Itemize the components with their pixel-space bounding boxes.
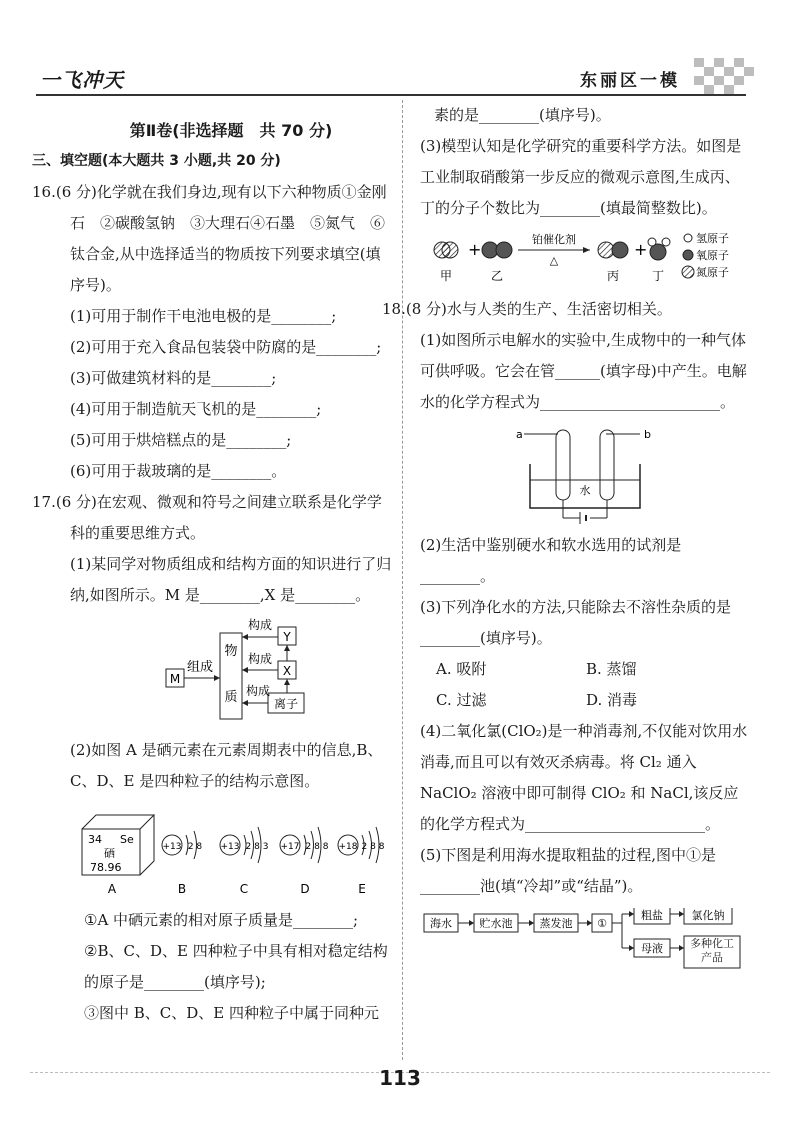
question-16-stem: 16.(6 分)化学就在我们身边,现有以下六种物质①金刚石 ②碳酸氢钠 ③大理石④石墨 ⑤氮气 ⑥钛合金,从中选择适当的物质按下列要求填空(填序号)。: [32, 183, 387, 294]
label-a: A: [107, 882, 117, 896]
section-title: 第Ⅱ卷(非选择题 共 70 分): [129, 121, 333, 140]
page-number: 113: [379, 1066, 421, 1090]
flow-evaporation-pool: 蒸发池: [539, 917, 573, 930]
question-18-stem: 18.(8 分)水与人类的生产、生活密切相关。: [382, 300, 672, 318]
q16-part-2: (2)可用于充入食品包装袋中防腐的是________;: [70, 338, 382, 356]
x-box: X: [282, 664, 292, 678]
svg-text:丁: 丁: [651, 269, 665, 283]
atom-d: [280, 827, 329, 896]
svg-text:+17: +17: [280, 842, 300, 852]
header-rule: [36, 94, 746, 96]
reactant-yi: [482, 242, 512, 283]
svg-text:2 8 3: 2 8 3: [245, 842, 269, 852]
compose-label-2: 构成: [247, 652, 273, 666]
q17-sub-3: ③图中 B、C、D、E 四种粒子中属于同种元: [84, 1004, 380, 1022]
element-name: 硒: [104, 847, 115, 860]
element-symbol: Se: [120, 833, 134, 846]
flow-storage-pool: 贮水池: [479, 917, 513, 930]
q16-part-1: (1)可用于制作干电池电极的是________;: [70, 307, 337, 325]
subsection-title: 三、填空题(本大题共 3 小题,共 20 分): [32, 153, 281, 169]
flow-crude-salt: 粗盐: [641, 909, 663, 922]
ion-box: 离子: [273, 697, 299, 711]
svg-text:氢原子: 氢原子: [696, 232, 729, 245]
tube-b-label: b: [644, 428, 651, 441]
reaction-diagram: [420, 230, 750, 288]
q17-part-3: (3)模型认知是化学研究的重要科学方法。如图是工业制取硝酸第一步反应的微观示意图,生成丙、丁的分子个数比为________(填最简整数比)。: [420, 137, 742, 217]
option-b: B. 蒸馏: [586, 660, 637, 678]
flow-seawater: 海水: [430, 917, 452, 930]
element-mass: 78.96: [90, 861, 122, 874]
sea-salt-flowchart: [420, 908, 750, 970]
svg-text:+13: +13: [220, 842, 240, 852]
heat-label: △: [549, 254, 559, 267]
atom-structures-figure: [70, 803, 392, 899]
q18-part-3: (3)下列净化水的方法,只能除去不溶性杂质的是________(填序号)。: [420, 598, 732, 647]
q18-part-4: (4)二氧化氯(ClO₂)是一种消毒剂,不仅能对饮用水消毒,而且可以有效灭杀病毒。将 Cl₂ 通入 NaClO₂ 溶液中即可制得 ClO₂ 和 NaCl,该反应的化学方程式为________________________。: [420, 722, 748, 833]
q17-sub-1: ①A 中硒元素的相对原子质量是________;: [84, 911, 359, 929]
reactant-jia: [434, 242, 458, 283]
q16-part-5: (5)可用于烘焙糕点的是________;: [70, 431, 292, 449]
svg-text:+: +: [634, 240, 648, 259]
svg-text:丙: 丙: [606, 269, 620, 283]
svg-text:D: D: [300, 882, 310, 896]
svg-text:2 8 8: 2 8 8: [305, 842, 329, 852]
q18-part-1: (1)如图所示电解水的实验中,生成物中的一种气体可供呼吸。它会在管______(填字母)中产生。电解水的化学方程式为________________________。: [420, 331, 747, 411]
substance-label: 物: [224, 644, 238, 659]
tube-a-label: a: [516, 428, 523, 441]
svg-text:C: C: [239, 882, 249, 896]
flow-mother-liquor: 母液: [641, 942, 663, 955]
catalyst-label: 铂催化剂: [532, 233, 576, 246]
flow-chemical-products: 多种化工产品: [690, 937, 734, 964]
q18-options: [420, 654, 750, 716]
product-bing: [598, 242, 628, 283]
option-c: C. 过滤: [436, 691, 487, 709]
checker-decoration: [694, 58, 754, 94]
svg-text:2 8: 2 8: [187, 842, 203, 852]
right-column: [382, 100, 750, 976]
m-box: M: [169, 672, 181, 686]
svg-text:乙: 乙: [490, 269, 504, 283]
q18-part-2: (2)生活中鉴别硬水和软水选用的试剂是________。: [420, 536, 682, 585]
atom-e: [338, 827, 385, 896]
flow-sodium-chloride: 氯化钠: [691, 909, 725, 922]
flow-step-1: ①: [597, 917, 607, 930]
reaction-legend: [682, 231, 729, 279]
y-box: Y: [283, 630, 291, 644]
q16-part-3: (3)可做建筑材料的是________;: [70, 369, 277, 387]
water-label: 水: [579, 484, 591, 497]
q17-sub-2: ②B、C、D、E 四种粒子中具有相对稳定结构的原子是________(填序号);: [84, 942, 388, 991]
svg-text:+: +: [468, 240, 482, 259]
svg-text:+18: +18: [338, 842, 358, 852]
svg-text:质: 质: [224, 690, 238, 705]
option-a: A. 吸附: [436, 660, 487, 678]
formed-label: 组成: [186, 660, 214, 675]
q17-part-1: (1)某同学对物质组成和结构方面的知识进行了归纳,如图所示。M 是________,X 是________。: [70, 555, 392, 604]
product-ding: [648, 238, 670, 283]
svg-text:氧原子: 氧原子: [696, 249, 729, 262]
element-number: 34: [88, 833, 102, 846]
question-17-stem: 17.(6 分)在宏观、微观和符号之间建立联系是化学学科的重要思维方式。: [32, 493, 382, 542]
svg-text:氮原子: 氮原子: [696, 266, 729, 279]
compose-label-1: 构成: [247, 618, 273, 632]
q17-continuation: 素的是________(填序号)。: [434, 106, 611, 124]
svg-text:E: E: [358, 882, 366, 896]
exam-title: 东丽区一模: [580, 71, 680, 91]
svg-text:+13: +13: [162, 842, 182, 852]
page-header: [0, 0, 800, 100]
compose-label-3: 构成: [245, 684, 271, 698]
q16-part-6: (6)可用于裁玻璃的是________。: [70, 462, 287, 480]
composition-diagram: [70, 617, 392, 729]
q18-part-5: (5)下图是利用海水提取粗盐的过程,图中①是________池(填“冷却”或“结晶”)。: [420, 846, 717, 895]
svg-text:甲: 甲: [439, 269, 453, 283]
brand-logo: 一飞冲天: [40, 68, 124, 92]
q17-part-2: (2)如图 A 是硒元素在元素周期表中的信息,B、C、D、E 是四种粒子的结构示意图。: [70, 741, 383, 790]
q16-part-4: (4)可用于制造航天飞机的是________;: [70, 400, 322, 418]
atom-b: [162, 831, 202, 896]
column-divider: [402, 100, 403, 1060]
svg-text:2 8 8: 2 8 8: [361, 842, 385, 852]
option-d: D. 消毒: [586, 691, 638, 709]
left-column: [32, 100, 392, 1029]
electrolysis-apparatus: [420, 424, 750, 524]
atom-c: [220, 827, 268, 896]
svg-text:B: B: [177, 882, 187, 896]
